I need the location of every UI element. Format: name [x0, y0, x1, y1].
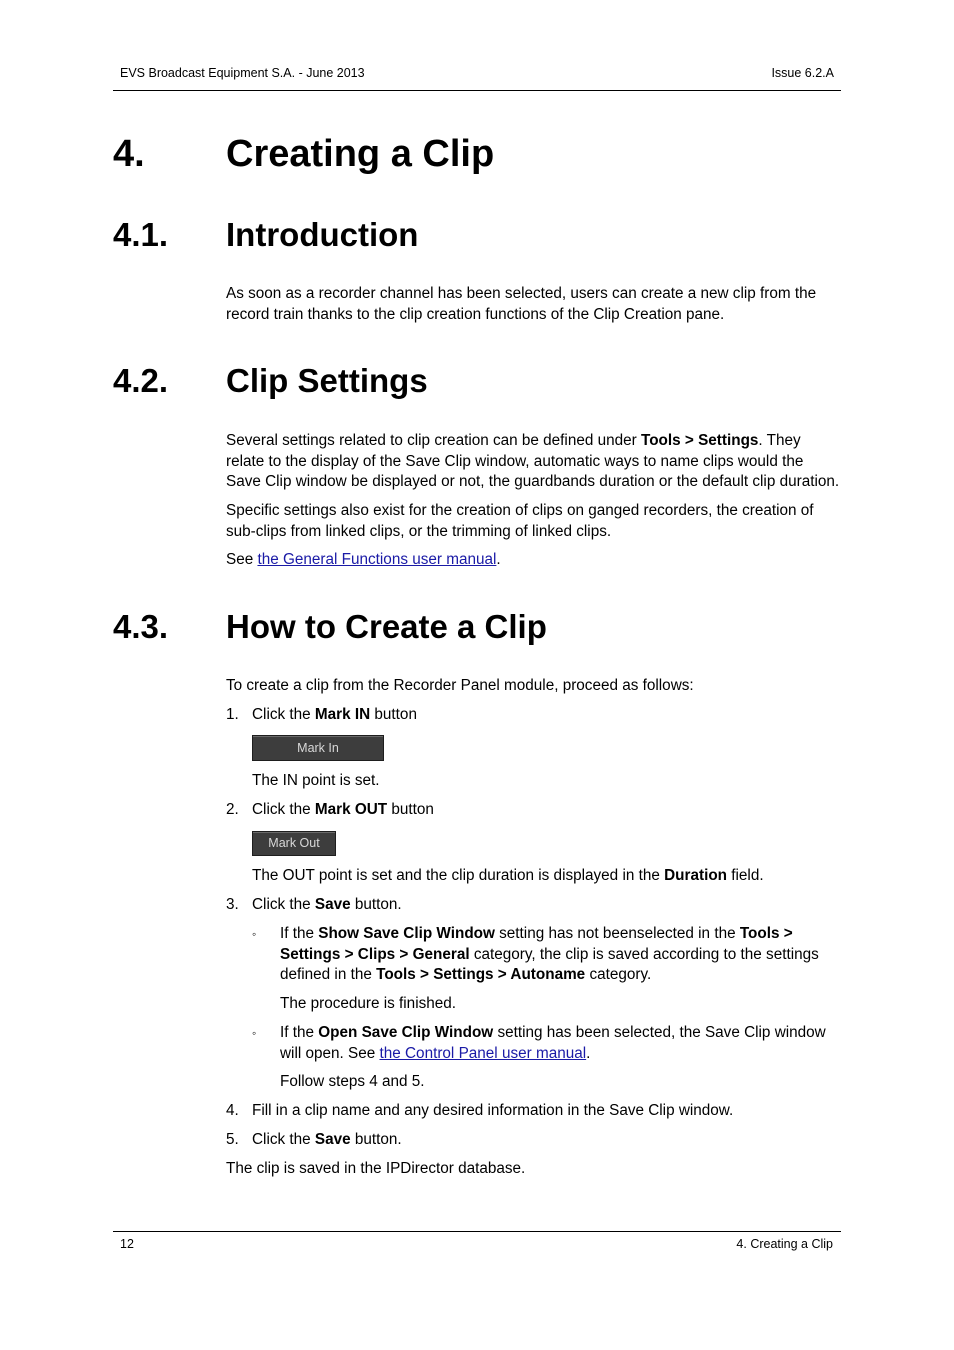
text-run: See — [226, 551, 258, 568]
text-run: If the — [280, 1024, 319, 1041]
bullet-2-text — [280, 1023, 842, 1064]
button-name: Mark IN — [314, 706, 371, 723]
step-number: 3. — [226, 896, 239, 913]
menu-path: Tools > Settings — [640, 432, 759, 449]
text-run: field. — [727, 867, 764, 884]
setting-name: Show Save Clip Window — [318, 925, 495, 942]
text-run: . — [496, 551, 501, 568]
button-name: Mark OUT — [314, 801, 388, 818]
section-number: 4.3. — [113, 608, 169, 645]
footer-rule — [113, 1231, 841, 1232]
footer-section: 4. Creating a Clip — [736, 1237, 833, 1251]
field-name: Duration — [664, 867, 728, 884]
header-issue: Issue 6.2.A — [771, 66, 834, 80]
step-4-text: Fill in a clip name and any desired information in the Save Clip window. — [252, 1102, 734, 1119]
menu-path: Tools > Settings > Clips > General — [280, 925, 793, 963]
text-run: Click the — [252, 801, 315, 818]
section-title: Clip Settings — [226, 362, 428, 399]
how-to-outro: The clip is saved in the IPDirector database. — [226, 1160, 526, 1177]
general-functions-manual-link[interactable]: the General Functions user manual — [257, 551, 497, 568]
text-run: category, the clip is saved according to the settings defined in the — [280, 945, 819, 983]
bullet-mark: ◦ — [252, 1026, 257, 1040]
mark-out-button[interactable]: Mark Out — [252, 831, 336, 856]
text-run: Click the — [252, 896, 315, 913]
text-run: setting has not beenselected in the — [494, 925, 740, 942]
step-number: 5. — [226, 1131, 239, 1148]
section-title: How to Create a Clip — [226, 608, 547, 645]
chapter-title: Creating a Clip — [226, 133, 495, 175]
section-title: Introduction — [226, 216, 419, 253]
text-run: If the — [280, 925, 319, 942]
step-1-result: The IN point is set. — [252, 772, 380, 789]
header-company-date: EVS Broadcast Equipment S.A. - June 2013 — [120, 66, 365, 80]
text-run: Click the — [252, 1131, 315, 1148]
clip-settings-paragraph-2: Specific settings also exist for the creation of clips on ganged recorders, the creation of sub-clips from linked clips, or the trimming of linked clips. — [226, 502, 814, 540]
step-number: 2. — [226, 801, 239, 818]
introduction-paragraph: As soon as a recorder channel has been selected, users can create a new clip from the record train thanks to the clip creation functions of the Clip Creation pane. — [226, 285, 817, 323]
bullet-1-result: The procedure is finished. — [280, 995, 457, 1012]
step-number: 1. — [226, 706, 239, 723]
clip-settings-paragraph-3 — [226, 550, 841, 571]
text-run: button. — [350, 1131, 402, 1148]
text-run: Click the — [252, 706, 315, 723]
clip-settings-paragraph-1 — [226, 431, 841, 493]
text-run: The OUT point is set and the clip duration is displayed in the — [252, 867, 665, 884]
chapter-number: 4. — [113, 133, 145, 175]
step-3-text — [252, 895, 402, 916]
text-run: Several settings related to clip creation can be defined under — [226, 432, 641, 449]
step-number: 4. — [226, 1102, 239, 1119]
button-name: Save — [314, 896, 351, 913]
step-2-result — [252, 866, 764, 887]
section-number: 4.1. — [113, 216, 169, 253]
step-1-text — [252, 705, 417, 726]
text-run: . — [586, 1044, 591, 1062]
step-2-text — [252, 800, 434, 821]
menu-path: Tools > Settings > Autoname — [376, 966, 586, 983]
control-panel-manual-link[interactable]: the Control Panel user manual — [379, 1044, 587, 1062]
text-run: setting has been selected, the Save Clip window will open. See — [280, 1024, 826, 1062]
bullet-2-result: Follow steps 4 and 5. — [280, 1073, 425, 1090]
button-name: Save — [314, 1131, 351, 1148]
footer-page-number: 12 — [120, 1237, 134, 1251]
step-5-text — [252, 1130, 402, 1151]
setting-name: Open Save Clip Window — [318, 1024, 494, 1041]
text-run: button. — [350, 896, 402, 913]
text-run: . They relate to the display of the Save Clip window, automatic ways to name clips would the Save Clip window be displayed or not, the guardbands duration or the default clip duration. — [226, 432, 840, 490]
text-run: button — [370, 706, 417, 723]
bullet-1-text — [280, 924, 842, 986]
how-to-intro: To create a clip from the Recorder Panel module, proceed as follows: — [226, 677, 694, 694]
mark-in-button[interactable]: Mark In — [252, 735, 384, 761]
text-run: category. — [585, 966, 652, 983]
text-run: button — [387, 801, 434, 818]
bullet-mark: ◦ — [252, 927, 257, 941]
header-rule — [113, 90, 841, 91]
section-number: 4.2. — [113, 362, 169, 399]
